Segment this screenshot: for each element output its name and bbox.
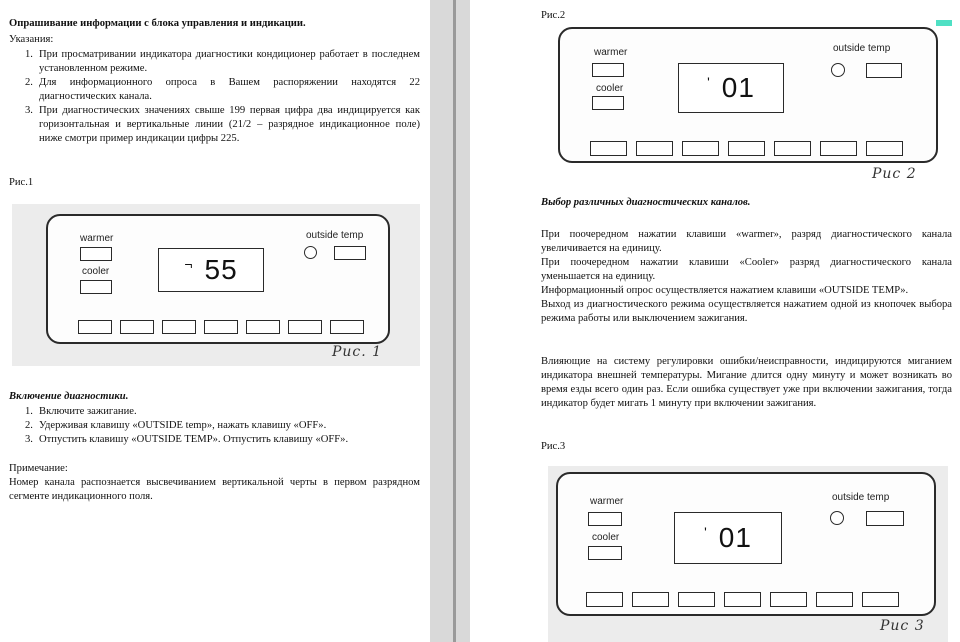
- mode-button: [632, 592, 669, 607]
- mode-button: [774, 141, 811, 156]
- outside-temp-label: outside temp: [832, 492, 890, 503]
- outside-temp-indicator-led: [831, 63, 845, 77]
- mode-button: [866, 141, 903, 156]
- handwritten-figure-label: Рис 3: [880, 618, 925, 634]
- note-label: Примечание:: [9, 463, 68, 474]
- outside-temp-button: [334, 246, 366, 260]
- mode-button: [770, 592, 807, 607]
- warmer-label: warmer: [80, 233, 114, 244]
- control-panel-figure-1: [46, 214, 390, 344]
- mode-button: [816, 592, 853, 607]
- mode-button: [586, 592, 623, 607]
- mode-button: [204, 320, 238, 334]
- note-text: Номер канала распознается высвечиванием вертикальной черты в первом разрядном сегменте индикационного поля.: [9, 477, 420, 502]
- instructions-list: [9, 48, 420, 146]
- mode-button: [246, 320, 280, 334]
- section-heading: Опрашивание информации с блока управления и индикации.: [9, 18, 306, 29]
- display-value: 01: [721, 72, 755, 103]
- outside-temp-indicator-led: [830, 511, 844, 525]
- page-divider: [453, 0, 456, 642]
- list-item: 1. При просматривании индикатора диагностики кондиционер работает в последнем установленном режиме.: [25, 49, 420, 74]
- mode-button: [820, 141, 857, 156]
- outside-temp-label: outside temp: [306, 230, 364, 241]
- warmer-label: warmer: [594, 47, 628, 58]
- mode-button: [862, 592, 899, 607]
- cooler-button: [588, 546, 622, 560]
- mode-button: [120, 320, 154, 334]
- list-item: 2. Для информационного опроса в Вашем распоряжении находятся 22 диагностических канала.: [25, 77, 420, 102]
- cooler-button: [80, 280, 112, 294]
- mode-button-row: [78, 320, 364, 334]
- left-page: [0, 0, 430, 642]
- margin-marker: [936, 20, 952, 26]
- outside-temp-label: outside temp: [833, 43, 891, 54]
- indicator-display: [674, 512, 782, 564]
- cooler-label: cooler: [596, 83, 624, 94]
- list-item: 3. Отпустить клавишу «OUTSIDE TEMP». Отпустить клавишу «OFF».: [25, 434, 349, 445]
- cooler-label: cooler: [592, 532, 620, 543]
- display-value: 55: [204, 254, 238, 285]
- right-page: [470, 0, 960, 642]
- mode-button-row: [590, 141, 903, 156]
- outside-temp-indicator-led: [304, 246, 317, 259]
- mode-button: [162, 320, 196, 334]
- errors-paragraph: Влияющие на систему регулировки ошибки/неисправности, индицируются миганием индикатора внешней температуры. Мигание длится одну минуту и может возникать во время езды всего один раз. Если ошибка существует уже при включении зажигания, тогда индикатор будет мигать 1 минуту при включении зажигания.: [541, 356, 952, 409]
- mode-button: [636, 141, 673, 156]
- enable-steps-list: [9, 405, 420, 447]
- display-segment: ¬: [184, 256, 193, 272]
- mode-button: [678, 592, 715, 607]
- warmer-button: [592, 63, 624, 77]
- warmer-button: [80, 247, 112, 261]
- mode-button: [682, 141, 719, 156]
- mode-button: [288, 320, 322, 334]
- cooler-label: cooler: [82, 266, 110, 277]
- mode-button-row: [586, 592, 899, 607]
- mode-button: [724, 592, 761, 607]
- figure-caption: Рис.3: [541, 441, 566, 452]
- outside-temp-button: [866, 63, 902, 78]
- figure-caption: Рис.1: [9, 177, 34, 188]
- enable-diagnostics-heading: Включение диагностики.: [9, 391, 129, 402]
- handwritten-figure-label: Рис 2: [872, 166, 917, 182]
- display-segment: ': [707, 74, 710, 90]
- display-segment: ': [704, 524, 707, 540]
- cooler-button: [592, 96, 624, 110]
- indicator-display: [158, 248, 264, 292]
- warmer-label: warmer: [590, 496, 624, 507]
- mode-button: [590, 141, 627, 156]
- control-panel-figure-3: [556, 472, 936, 616]
- list-item: 2. Удерживая клавишу «OUTSIDE temp», нажать клавишу «OFF».: [25, 420, 327, 431]
- indicator-display: [678, 63, 784, 113]
- instructions-label: Указания:: [9, 34, 54, 45]
- channels-paragraph: При поочередном нажатии клавиши «warmer», разряд диагностического канала увеличивается на единицу. При поочередном нажатии клавиши «Cooler» разряд диагностического канала уменьшается на единицу. Информационный опрос осуществляется нажатием клавиши «OUTSIDE TEMP». Выход из диагностического режима осуществляется нажатием одной из кнопочек выбора режима работы или выключением зажигания.: [541, 229, 952, 324]
- list-item: 3. При диагностических значениях свыше 199 первая цифра два индицируется как горизонтальная и вертикальные линии (21/2 – разрядное индикационное поле) ниже смотри пример индикации цифры 225.: [25, 105, 420, 144]
- mode-button: [330, 320, 364, 334]
- list-item: 1. Включите зажигание.: [25, 406, 137, 417]
- mode-button: [78, 320, 112, 334]
- warmer-button: [588, 512, 622, 526]
- outside-temp-button: [866, 511, 904, 526]
- control-panel-figure-2: [558, 27, 938, 163]
- display-value: 01: [718, 522, 752, 553]
- figure-caption: Рис.2: [541, 10, 566, 21]
- handwritten-figure-label: Рис. 1: [332, 344, 383, 360]
- mode-button: [728, 141, 765, 156]
- channels-heading: Выбор различных диагностических каналов.: [541, 197, 751, 208]
- page-gutter: [430, 0, 470, 642]
